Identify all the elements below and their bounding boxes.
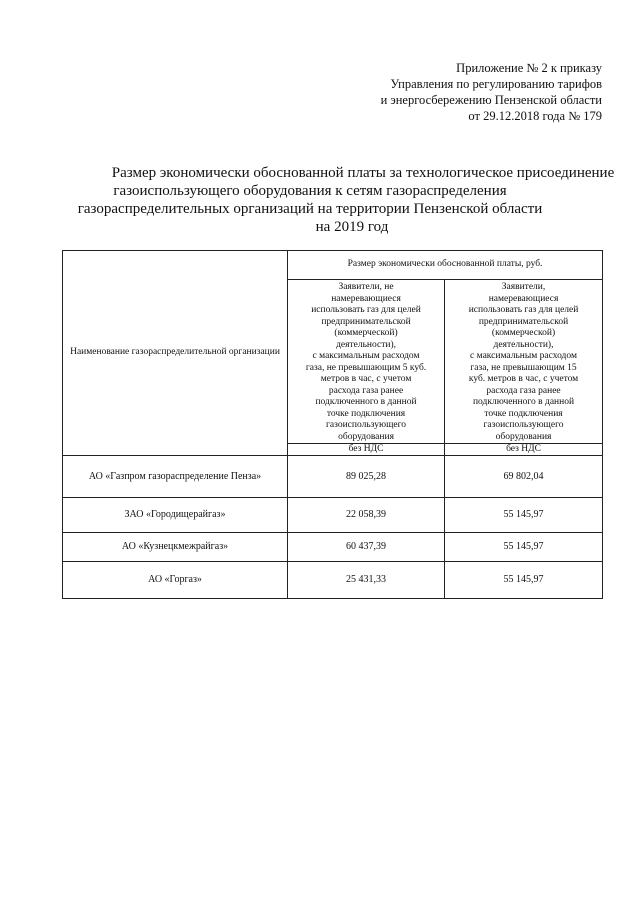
table-row (63, 498, 603, 533)
title-line: газораспределительных организаций на территории Пензенской области (77, 201, 543, 217)
org-name-cell: АО «Газпром газораспределение Пенза» (63, 456, 288, 498)
fee-5m3-cell: 89 025,28 (288, 456, 445, 498)
fee-5m3-cell: 25 431,33 (288, 562, 445, 599)
org-name-cell: ЗАО «Городищерайгаз» (63, 498, 288, 533)
appendix-line: от 29.12.2018 года № 179 (468, 109, 602, 123)
appendix-line: Приложение № 2 к приказу (456, 61, 602, 75)
applicant-5m3-header: Заявители, не намеревающиеся использовать газ для целей предпринимательской (коммерческой) деятельности), с максимальным расходом газа, не превышающим 5 куб. метров в час, с учетом расхода газа ранее подключенного в данной точке подключения газоиспользующего оборудования (288, 280, 445, 444)
table-row (63, 456, 603, 498)
title-line: на 2019 год (315, 219, 389, 235)
vat-label-a: без НДС (288, 444, 445, 456)
fee-5m3-cell: 22 058,39 (288, 498, 445, 533)
fee-15m3-cell: 55 145,97 (445, 562, 603, 599)
org-name-cell: АО «Кузнецкмежрайгаз» (63, 533, 288, 562)
fee-group-header: Размер экономически обоснованной платы, руб. (288, 251, 603, 280)
org-name-cell: АО «Горгаз» (63, 562, 288, 599)
org-name-header: Наименование газораспределительной организации (63, 251, 288, 456)
document-title (60, 164, 620, 236)
appendix-note (282, 60, 602, 124)
table-row (63, 533, 603, 562)
tariff-table (62, 250, 603, 599)
fee-15m3-cell: 69 802,04 (445, 456, 603, 498)
fee-5m3-cell: 60 437,39 (288, 533, 445, 562)
title-line: газоиспользующего оборудования к сетям газораспределения (113, 183, 507, 199)
applicant-15m3-header: Заявители, намеревающиеся использовать газ для целей предпринимательской (коммерческой) деятельности), с максимальным расходом газа, не превышающим 15 куб. метров в час, с учетом расхода газа ранее подключенного в данной точке подключения газоиспользующего оборудования (445, 280, 603, 444)
fee-15m3-cell: 55 145,97 (445, 498, 603, 533)
vat-label-b: без НДС (445, 444, 603, 456)
table-row (63, 562, 603, 599)
fee-15m3-cell: 55 145,97 (445, 533, 603, 562)
appendix-line: Управления по регулированию тарифов (390, 77, 602, 91)
title-line: Размер экономически обоснованной платы за технологическое присоединение (111, 165, 615, 181)
appendix-line: и энергосбережению Пензенской области (380, 93, 602, 107)
table-header-row (63, 251, 603, 280)
